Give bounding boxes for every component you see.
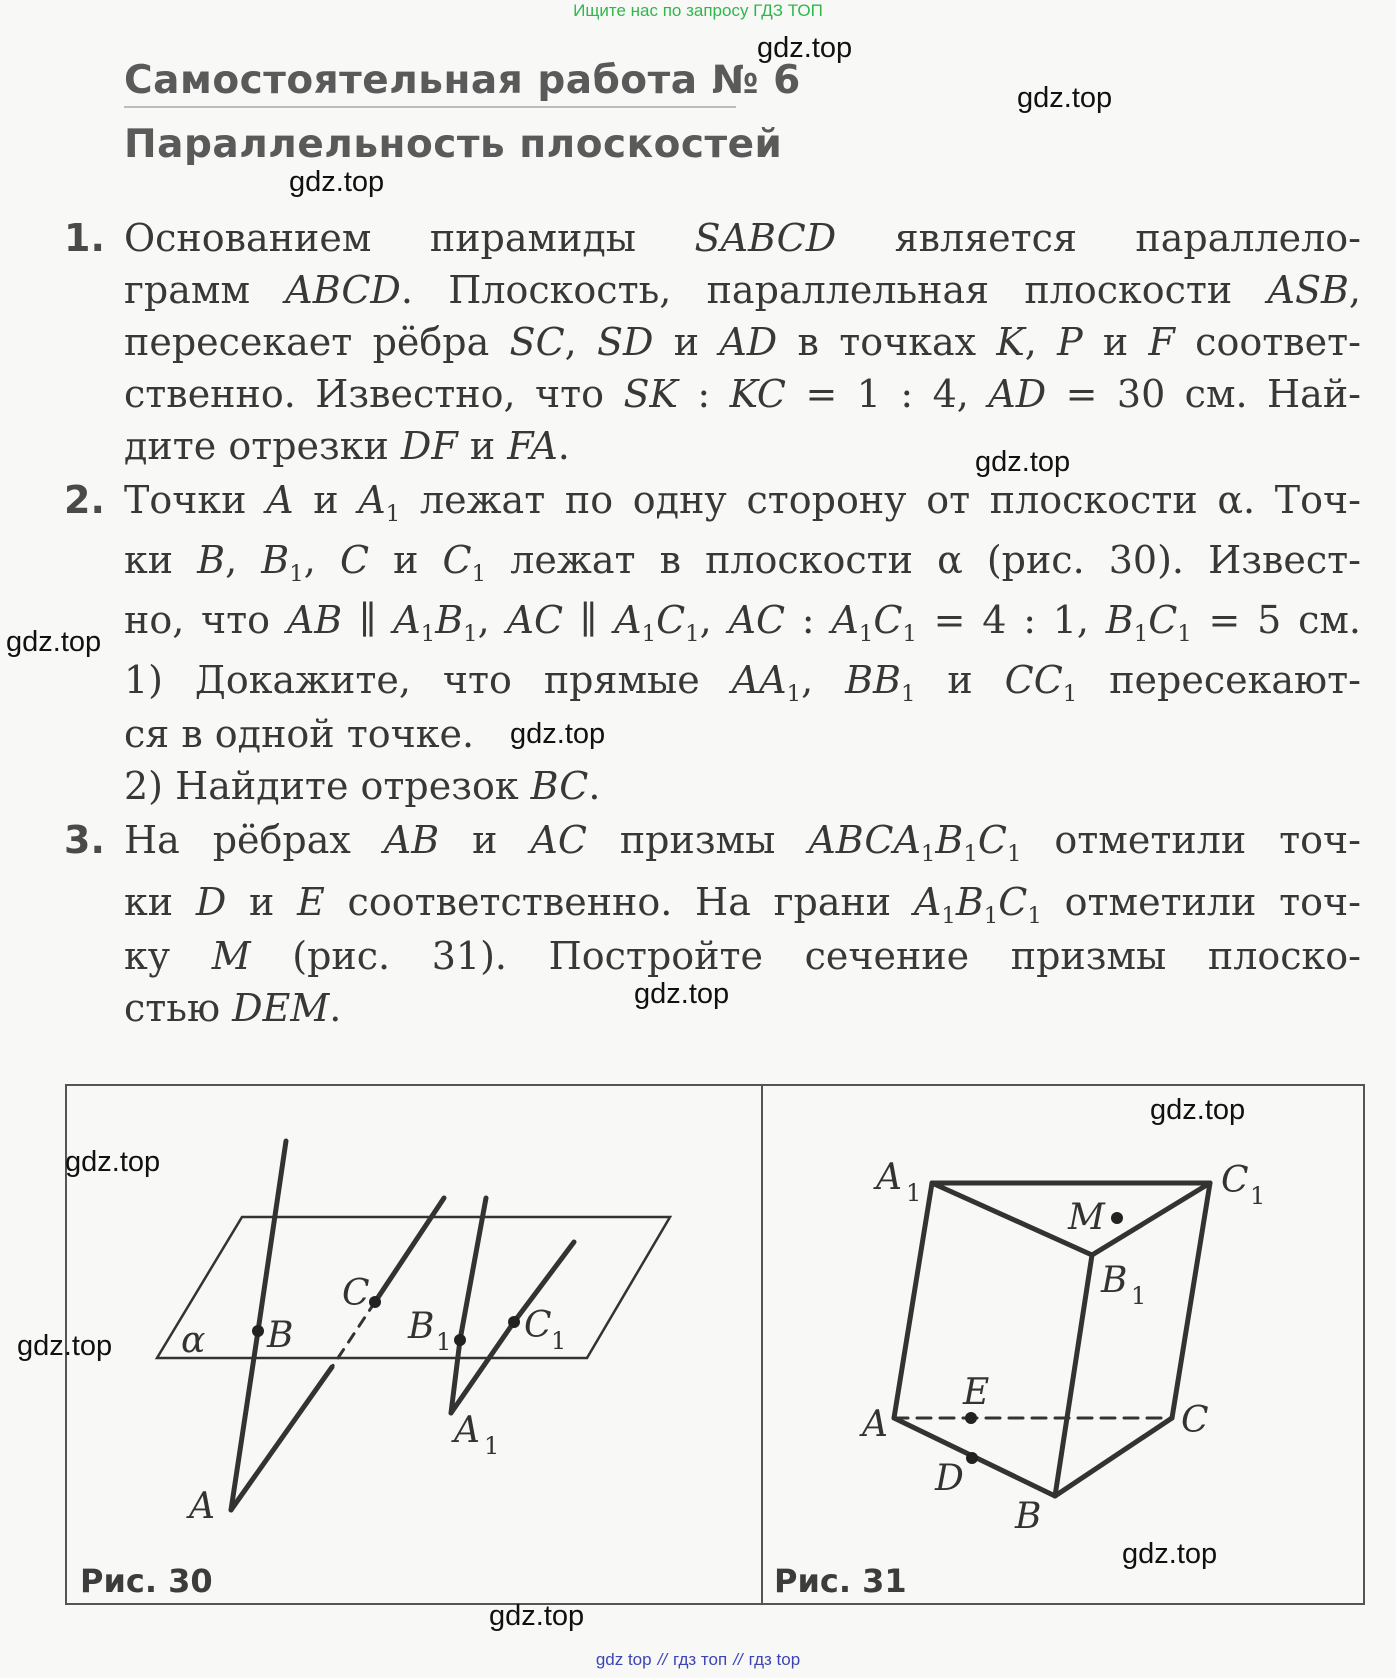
task-3-line-1: На рёбрах AB и AC призмы $ABCA_1B_1C_1$ отметили точ- — [124, 818, 1361, 867]
page-title: Самостоятельная работа № 6 — [124, 58, 801, 103]
task-2-line-1: Точки A и $A_1$ лежат по одну сторону от плоскости α. Точ- — [124, 478, 1361, 527]
task-1-line-5: дите отрезки DF и FA. — [124, 424, 570, 468]
label-e: E — [963, 1372, 990, 1413]
edge-b-b1 — [1055, 1255, 1092, 1496]
watermark: gdz.top — [1150, 1094, 1246, 1126]
label-c: C — [342, 1273, 370, 1314]
task-number-1: 1. — [64, 216, 105, 260]
watermark: gdz.top — [757, 32, 853, 64]
label-c-prism: C — [1181, 1400, 1209, 1441]
point-c — [369, 1296, 381, 1308]
task-number-2: 2. — [64, 478, 105, 522]
label-a-prism: A — [862, 1404, 888, 1445]
task-2-line-6: 2) Найдите отрезок BC. — [124, 764, 601, 808]
point-e — [965, 1412, 977, 1424]
label-c1-sub: 1 — [551, 1327, 567, 1355]
label-c1-prism: C — [1221, 1160, 1249, 1201]
line-bb-above — [258, 1141, 286, 1331]
watermark: gdz.top — [489, 1600, 585, 1632]
watermark: gdz.top — [6, 626, 102, 658]
task-1-line-3: пересекает рёбра SC, SD и AD в точках K, P и F соответ- — [124, 320, 1361, 364]
watermark: gdz.top — [65, 1146, 161, 1178]
edge-b1-c1 — [1092, 1183, 1210, 1255]
footer-separator: // — [733, 1650, 743, 1669]
point-b1 — [454, 1334, 466, 1346]
figure-31 — [894, 1183, 1210, 1496]
task-1-line-2: грамм ABCD. Плоскость, параллельная плоскости ASB, — [124, 268, 1362, 312]
edge-c-c1 — [1172, 1183, 1210, 1418]
label-a: A — [189, 1486, 215, 1527]
label-a1-prism-sub: 1 — [906, 1179, 922, 1207]
watermark: gdz.top — [975, 446, 1071, 478]
line-ac-below — [231, 1367, 332, 1510]
footer-link[interactable]: гдз top — [748, 1650, 801, 1669]
task-3-line-3: ку M (рис. 31). Постройте сечение призмы плоско- — [124, 934, 1361, 978]
top-banner[interactable]: Ищите нас по запросу ГДЗ ТОП — [573, 1, 823, 20]
watermark: gdz.top — [1017, 82, 1113, 114]
line-ac-above — [375, 1198, 444, 1302]
task-2-line-2: ки B, $B_1$, C и $C_1$ лежат в плоскости α (рис. 30). Извест- — [124, 538, 1361, 587]
watermark: gdz.top — [634, 978, 730, 1010]
label-b1-prism: B — [1101, 1260, 1128, 1301]
label-b: B — [267, 1315, 294, 1356]
point-c1 — [508, 1316, 520, 1328]
label-alpha: α — [181, 1320, 206, 1361]
figure-31-caption: Рис. 31 — [774, 1562, 907, 1600]
task-2-line-5: ся в одной точке. — [124, 712, 475, 756]
line-a1b1-above — [460, 1198, 486, 1340]
label-a1-sub: 1 — [484, 1432, 500, 1460]
label-b-prism: B — [1015, 1496, 1042, 1537]
label-b1-sub: 1 — [436, 1328, 452, 1356]
task-2-line-4: 1) Докажите, что прямые $AA_1$, $BB_1$ и $CC_1$ пересекают- — [124, 658, 1361, 707]
task-3-line-4: стью DEM. — [124, 986, 342, 1030]
task-1-line-4: ственно. Известно, что SK : KC = 1 : 4, AD = 30 см. Най- — [124, 372, 1361, 416]
task-3-line-2: ки D и E соответственно. На грани $A_1B_1C_1$ отметили точ- — [124, 880, 1361, 929]
watermark: gdz.top — [1122, 1538, 1218, 1570]
watermark: gdz.top — [17, 1330, 113, 1362]
task-number-3: 3. — [64, 818, 105, 862]
edge-b-c — [1055, 1418, 1172, 1496]
footer-link[interactable]: gdz top — [595, 1650, 652, 1669]
label-c1: C — [524, 1305, 552, 1346]
label-b1-prism-sub: 1 — [1131, 1282, 1147, 1310]
page-subtitle: Параллельность плоскостей — [124, 122, 783, 167]
watermark: gdz.top — [289, 166, 385, 198]
label-m: M — [1068, 1197, 1105, 1238]
label-a1: A — [454, 1410, 480, 1451]
point-m — [1111, 1212, 1123, 1224]
footer-links — [0, 1650, 1396, 1670]
figure-30-caption: Рис. 30 — [80, 1562, 213, 1600]
point-b — [252, 1325, 264, 1337]
label-a1-prism: A — [876, 1157, 902, 1198]
label-c1-prism-sub: 1 — [1250, 1182, 1266, 1210]
footer-link[interactable]: гдз топ — [673, 1650, 728, 1669]
watermark: gdz.top — [510, 718, 606, 750]
task-2-line-3: но, что AB ∥ $A_1B_1$, AC ∥ $A_1C_1$, AC : $A_1C_1 = 4$ : 1, $B_1C_1 = 5$ см. — [124, 598, 1361, 647]
point-d — [966, 1452, 978, 1464]
label-d: D — [935, 1458, 964, 1499]
footer-separator: // — [657, 1650, 668, 1669]
label-b1: B — [408, 1306, 435, 1347]
task-1-line-1: Основанием пирамиды SABCD является параллело- — [124, 216, 1361, 260]
edge-a-a1 — [894, 1183, 932, 1418]
